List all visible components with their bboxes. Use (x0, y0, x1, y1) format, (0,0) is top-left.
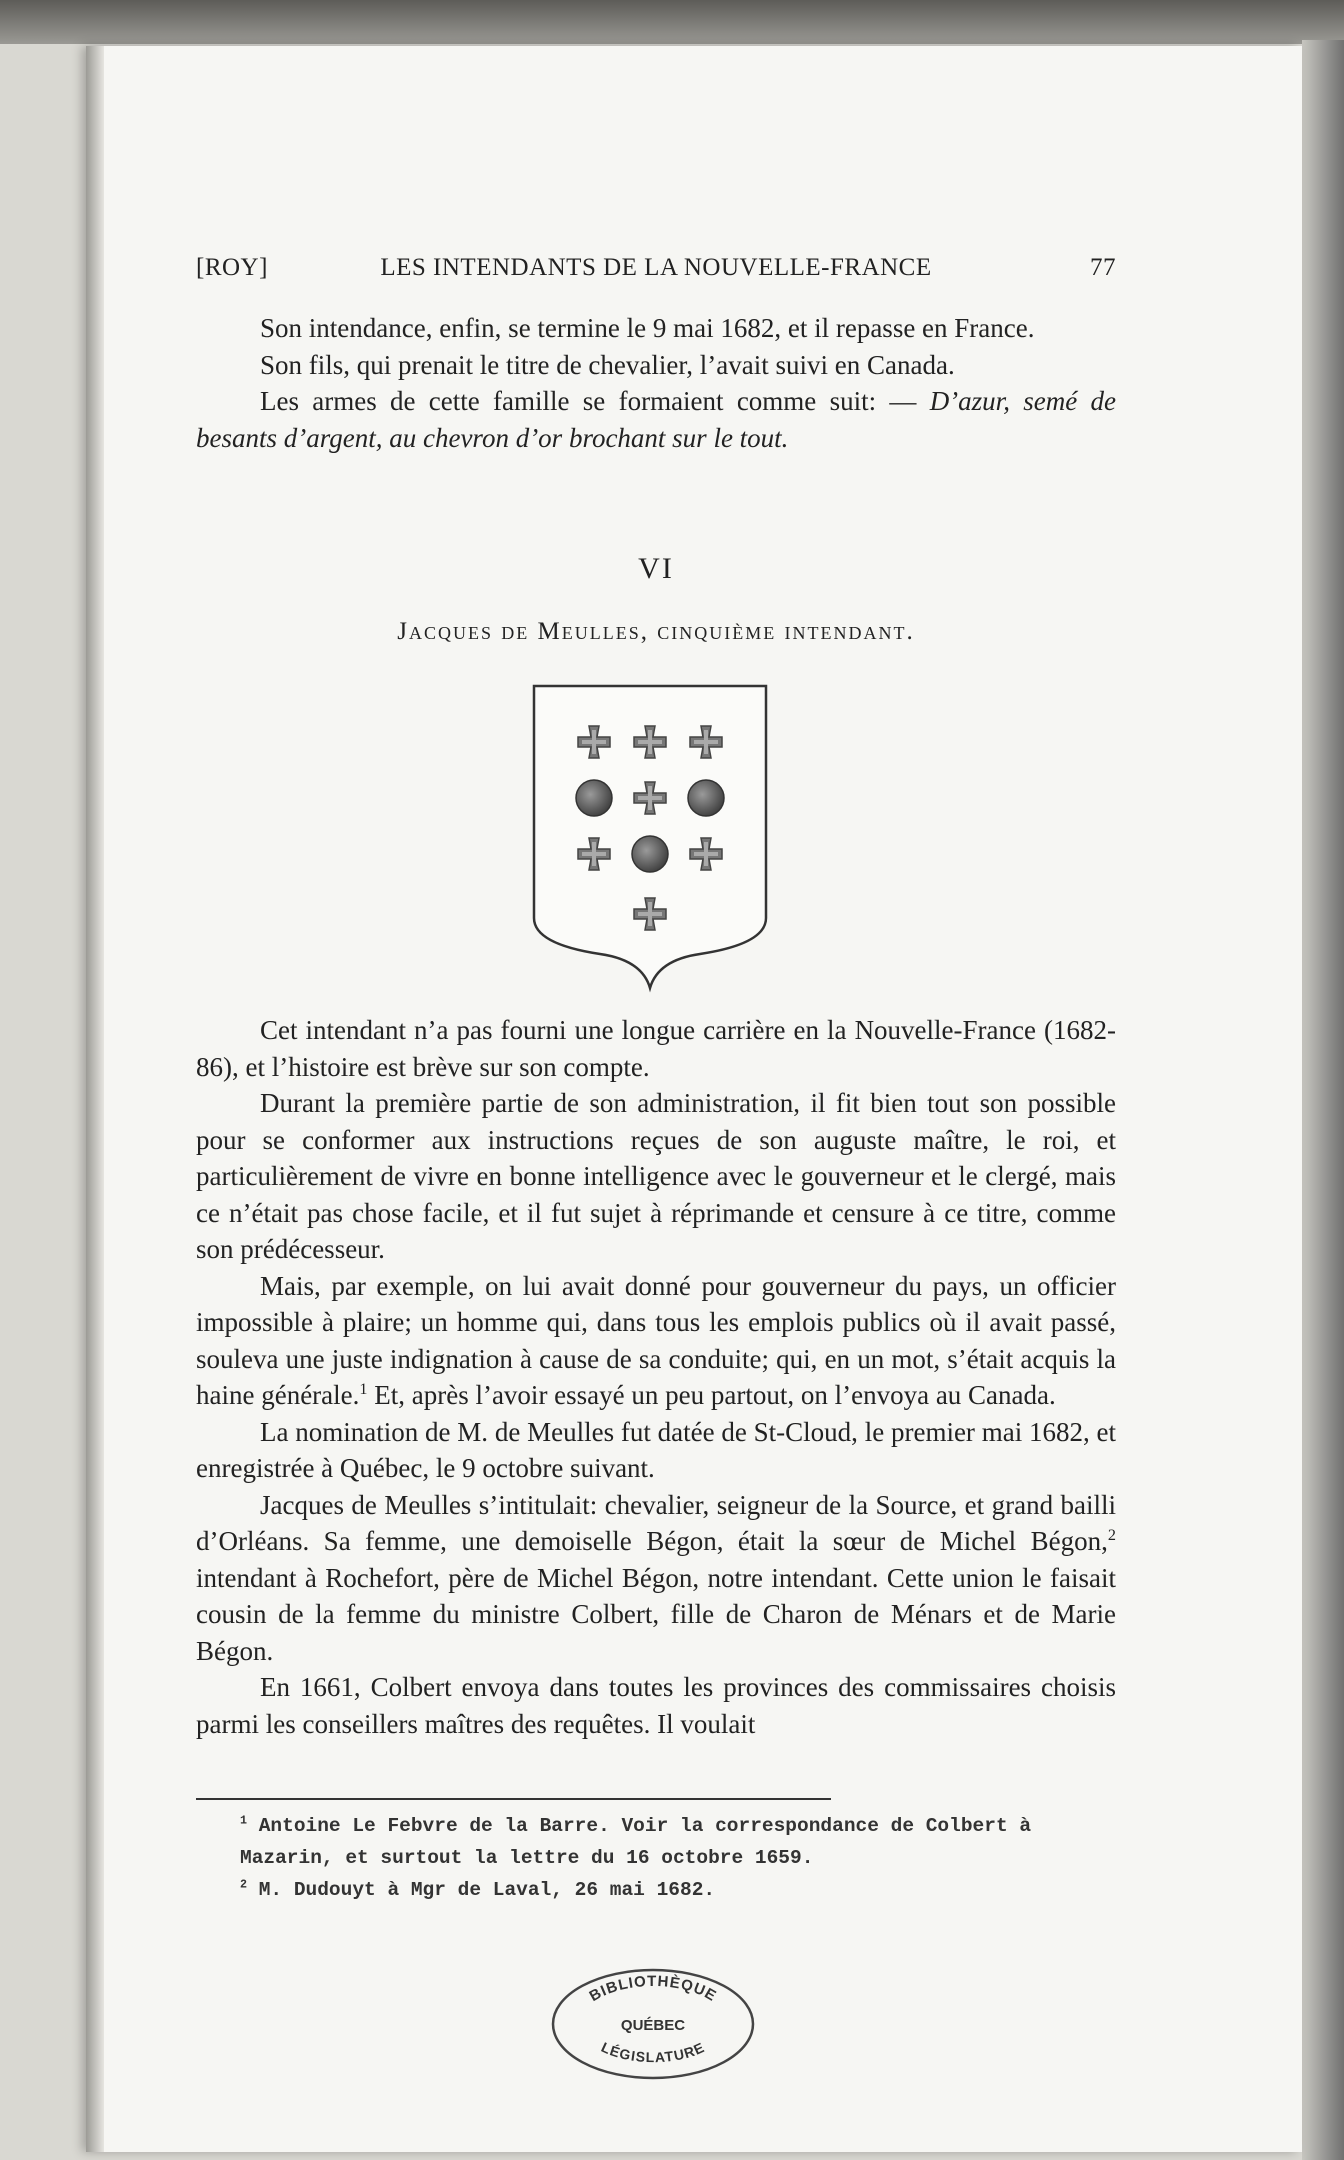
paragraph: La nomination de M. de Meulles fut datée de St-Cloud, le premier mai 1682, et enregistrée à Québec, le 9 octobre suivant. (196, 1416, 1116, 1483)
paragraph-text: Mais, par exemple, on lui avait donné pour gouverneur du pays, un officier impossible à plaire; un homme qui, dans tous les emplois publics où il avait passé, souleva une juste indignation à cause de sa conduite; qui, en un mot, s’était acquis la haine générale. (196, 1270, 1116, 1410)
stamp-top-text: BIBLIOTHÈQUE (586, 1972, 720, 2006)
arms-intro: Les armes de cette famille se formaient comme suit: — (260, 386, 930, 416)
header-title: LES INTENDANTS DE LA NOUVELLE-FRANCE (380, 254, 932, 281)
footnote (196, 1810, 1116, 1874)
paragraph (196, 1487, 1116, 1670)
svg-text:LÉGISLATURE (599, 2039, 707, 2065)
paragraph: Durant la première partie de son administration, il fit bien tout son possible pour se conformer aux instructions reçues de son auguste maître, le roi, et particulièrement de vivre en bonne intelligence avec le gouverneur et le clergé, mais ce n’était pas chose facile, et il fut sujet à réprimande et censure à ce titre, comme son prédécesseur. (196, 1088, 1116, 1264)
besant-charge (576, 780, 612, 816)
paragraph-text: intendant à Rochefort, père de Michel Bégon, notre intendant. Cette union le faisait cousin de la femme du ministre Colbert, fille de Charon de Ménars et de Marie Bégon. (196, 1562, 1116, 1666)
main-text-block (196, 1012, 1116, 1742)
paragraph: Son intendance, enfin, se termine le 9 mai 1682, et il repasse en France. (260, 313, 1035, 343)
footnote-mark: 2 (240, 1877, 248, 1892)
paragraph: Son fils, qui prenait le titre de chevalier, l’avait suivi en Canada. (260, 349, 955, 380)
book-spine-shadow (86, 46, 104, 2152)
besant-charge (632, 836, 668, 872)
header-author: [ROY] (196, 254, 268, 281)
paragraph-arms (196, 383, 1116, 456)
besant-charge (688, 780, 724, 816)
page-number: 77 (1090, 254, 1116, 281)
footnote-rule (196, 1798, 831, 1800)
section-number: VI (638, 552, 674, 585)
top-text-block (196, 310, 1116, 456)
footnote-text: M. Dudouyt à Mgr de Laval, 26 mai 1682. (258, 1879, 716, 1901)
paragraph (196, 1268, 1116, 1414)
scan-top-edge (0, 0, 1344, 44)
stamp-bottom-text: LÉGISLATURE (598, 2038, 708, 2066)
section-title: Jacques de Meulles, cinquième intendant. (397, 618, 915, 645)
paragraph-text: Jacques de Meulles s’intitulait: chevalier, seigneur de la Source, et grand bailli d’Orléans. Sa femme, une demoiselle Bégon, était la sœur de Michel Bégon, (196, 1489, 1116, 1556)
blazon-text: D’azur, semé de besants d’argent, au chevron d’or brochant sur le tout. (196, 386, 1116, 453)
library-stamp (548, 1964, 758, 2084)
footnotes (196, 1810, 1116, 1906)
shield-with-crosses-and-besants-icon (530, 682, 770, 994)
footnote-ref: 2 (1107, 1526, 1116, 1544)
stamp-middle-text: QUÉBEC (620, 2017, 686, 2034)
footnote (196, 1874, 1116, 1906)
running-header (196, 254, 1116, 294)
paragraph: En 1661, Colbert envoya dans toutes les provinces des commissaires choisis parmi les conseillers maîtres des requêtes. Il voulait (196, 1672, 1116, 1739)
paragraph-text: Et, après l’avoir essayé un peu partout, on l’envoya au Canada. (367, 1380, 1056, 1410)
paragraph: Cet intendant n’a pas fourni une longue carrière en la Nouvelle-France (1682-86), et l’histoire est brève sur son compte. (196, 1015, 1116, 1082)
svg-text:BIBLIOTHÈQUE (587, 1973, 720, 2005)
footnote-ref: 1 (359, 1380, 368, 1398)
book-right-edge (1302, 40, 1344, 2160)
footnote-text: Antoine Le Febvre de la Barre. Voir la correspondance de Colbert à Mazarin, et surtout la lettre du 16 octobre 1659. (240, 1815, 1032, 1869)
footnote-mark: 1 (240, 1813, 248, 1828)
